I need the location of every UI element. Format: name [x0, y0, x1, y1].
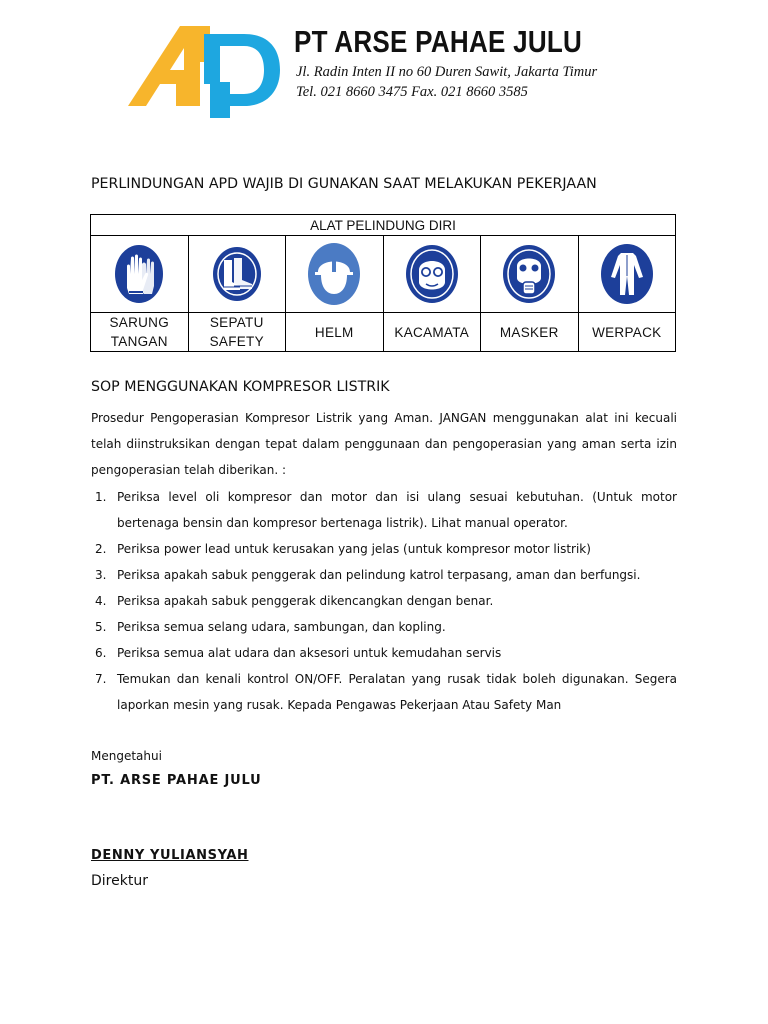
ppe-icon-cell-gloves: [91, 236, 189, 313]
sop-title: SOP MENGGUNAKAN KOMPRESOR LISTRIK: [91, 379, 390, 395]
company-logo: [126, 22, 286, 118]
list-item: 1. Periksa level oli kompresor dan motor dan isi ulang sesuai kebutuhan. (Untuk motor bertenaga bensin dan kompresor bertenaga listrik). Lihat manual operator.: [95, 490, 677, 530]
list-item: 4. Periksa apakah sabuk penggerak dikencangkan dengan benar.: [95, 594, 494, 608]
company-address: Jl. Radin Inten II no 60 Duren Sawit, Jakarta Timur: [296, 64, 598, 80]
signature-company: PT. ARSE PAHAE JULU: [91, 773, 262, 788]
list-item: 5. Periksa semua selang udara, sambungan, dan kopling.: [95, 620, 446, 634]
sop-intro: Prosedur Pengoperasian Kompresor Listrik yang Aman. JANGAN menggunakan alat ini kecuali telah diinstruksikan dengan tepat dalam penggunaan dan pengoperasian yang aman serta izin pengoperasian telah diberikan. :: [91, 411, 677, 477]
letterhead: [126, 14, 602, 126]
company-name: PT ARSE PAHAE JULU: [294, 24, 583, 59]
goggles-icon: [405, 244, 459, 304]
coverall-icon: [600, 243, 654, 305]
ppe-icon-row: [91, 236, 676, 313]
ppe-label-row: [91, 313, 676, 352]
ppe-label-goggles: KACAMATA: [383, 313, 481, 352]
ppe-icon-cell-coverall: [578, 236, 676, 313]
gloves-icon: [114, 244, 164, 304]
signatory-name: DENNY YULIANSYAH: [91, 848, 249, 863]
list-item: 2. Periksa power lead untuk kerusakan yang jelas (untuk kompresor motor listrik): [95, 542, 591, 556]
ppe-label-helmet: HELM: [286, 313, 384, 352]
ppe-label-mask: MASKER: [481, 313, 579, 352]
ppe-icon-cell-helmet: [286, 236, 384, 313]
ppe-table: [90, 214, 676, 352]
list-item: 6. Periksa semua alat udara dan aksesori untuk kemudahan servis: [95, 646, 502, 660]
main-heading: PERLINDUNGAN APD WAJIB DI GUNAKAN SAAT MELAKUKAN PEKERJAAN: [91, 176, 597, 192]
gas-mask-icon: [502, 244, 556, 304]
ppe-icon-cell-goggles: [383, 236, 481, 313]
ppe-table-header-row: [91, 215, 676, 236]
list-item: 7. Temukan dan kenali kontrol ON/OFF. Peralatan yang rusak tidak boleh digunakan. Segera laporkan mesin yang rusak. Kepada Pengawas Pekerjaan Atau Safety Man: [95, 672, 677, 712]
ppe-icon-cell-mask: [481, 236, 579, 313]
sop-steps-list: [91, 484, 677, 718]
ppe-icon-cell-boots: [188, 236, 286, 313]
boots-icon: [212, 246, 262, 302]
company-phone: Tel. 021 8660 3475 Fax. 021 8660 3585: [296, 84, 528, 100]
ppe-label-boots: SEPATU SAFETY: [188, 313, 286, 352]
ppe-label-gloves: SARUNG TANGAN: [91, 313, 189, 352]
acknowledged-label: Mengetahui: [91, 749, 162, 763]
ppe-label-coverall: WERPACK: [578, 313, 676, 352]
ppe-table-header: ALAT PELINDUNG DIRI: [91, 215, 676, 236]
signatory-title: Direktur: [91, 873, 148, 889]
list-item: 3. Periksa apakah sabuk penggerak dan pelindung katrol terpasang, aman dan berfungsi.: [95, 568, 641, 582]
helmet-icon: [307, 242, 361, 306]
